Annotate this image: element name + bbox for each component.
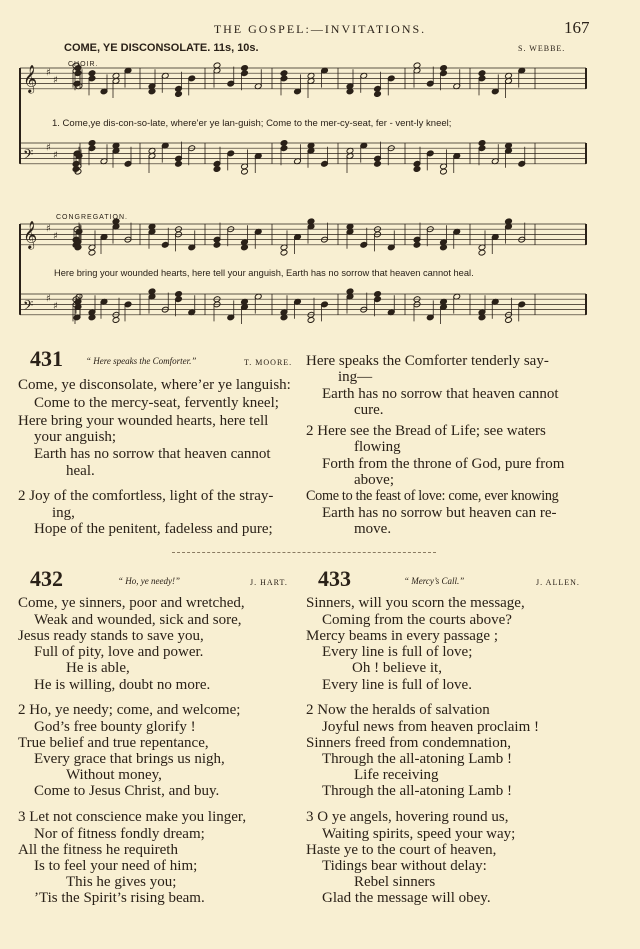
verse-line: Here speaks the Comforter tenderly say- bbox=[306, 353, 549, 369]
verse-line: 2 Ho, ye needy; come, and welcome; bbox=[18, 702, 241, 718]
verse-line: All the fitness he requireth bbox=[18, 842, 178, 858]
verse-line: ing, bbox=[52, 505, 75, 521]
verse-line: Come, ye sinners, poor and wretched, bbox=[18, 595, 245, 611]
sharp-icon: ♯ bbox=[46, 142, 51, 154]
verse-line: Come to the mercy-seat, fervently kneel; bbox=[34, 395, 279, 411]
verse-line: Joyful news from heaven proclaim ! bbox=[322, 719, 540, 735]
verse-line: Rebel sinners bbox=[354, 874, 436, 890]
hymn-number: 432 bbox=[30, 566, 63, 591]
verse-line: True belief and true repentance, bbox=[18, 735, 209, 751]
note-head bbox=[413, 241, 421, 248]
verse-line: Come to the feast of love: come, ever knowing bbox=[306, 488, 559, 504]
verse-line: flowing bbox=[354, 439, 401, 455]
note-head bbox=[88, 140, 96, 147]
verse-line: Tidings bear without delay: bbox=[322, 858, 487, 874]
verse-line: Through the all-atoning Lamb ! bbox=[322, 783, 512, 799]
verse-line: Life receiving bbox=[354, 767, 439, 783]
verse-line: heal. bbox=[66, 463, 95, 479]
verse-line: Oh ! believe it, bbox=[352, 660, 442, 676]
choir-lyric: 1. Come,ye dis-con-so-late, where'er ye lan-guish; Come to the mer-cy-seat, fer - vent-ly kneel; bbox=[52, 118, 452, 129]
verse-line: cure. bbox=[354, 402, 384, 418]
verse-line: Every line is full of love. bbox=[322, 677, 472, 693]
verse-line: move. bbox=[354, 521, 392, 537]
verse-line: Mercy beams in every passage ; bbox=[306, 628, 499, 644]
sharp-icon: ♯ bbox=[53, 150, 58, 162]
note-head bbox=[440, 168, 448, 175]
verse-line: 3 Let not conscience make you linger, bbox=[18, 809, 247, 825]
verse-line: God’s free bounty glorify ! bbox=[34, 719, 196, 735]
note-head bbox=[112, 317, 120, 324]
note-head bbox=[505, 317, 513, 324]
treble-clef-icon: 𝄞 bbox=[23, 220, 38, 249]
verse-line: Glad the message will obey. bbox=[322, 890, 491, 906]
hymn-number: 431 bbox=[30, 346, 63, 371]
sharp-icon: ♯ bbox=[53, 231, 58, 243]
note-head bbox=[413, 166, 421, 173]
section-divider bbox=[172, 552, 436, 553]
note-head bbox=[88, 70, 96, 77]
note-head bbox=[175, 291, 183, 298]
running-header: THE GOSPEL:—INVITATIONS. bbox=[213, 22, 427, 36]
verse-line: Forth from the throne of God, pure from bbox=[322, 456, 565, 472]
note-head bbox=[175, 91, 183, 98]
verse-line: Earth has no sorrow but heaven can re- bbox=[322, 505, 557, 521]
verse-line: Every grace that brings us nigh, bbox=[34, 751, 225, 767]
verse-line: Earth has no sorrow that heaven cannot bbox=[34, 446, 271, 462]
verse-line: Without money, bbox=[66, 767, 162, 783]
verse-line: above; bbox=[354, 472, 394, 488]
note-head bbox=[478, 249, 486, 256]
note-head bbox=[213, 241, 221, 248]
bass-clef-icon: 𝄢 bbox=[23, 297, 34, 317]
verse-line: Haste ye to the court of heaven, bbox=[306, 842, 497, 858]
note-head bbox=[175, 160, 183, 167]
sheet-music bbox=[0, 0, 640, 345]
sharp-icon: ♯ bbox=[53, 301, 58, 313]
verse-line: He is willing, doubt no more. bbox=[34, 677, 211, 693]
note-head bbox=[213, 166, 221, 173]
note-head bbox=[280, 140, 288, 147]
verse-line: Come to Jesus Christ, and buy. bbox=[34, 783, 220, 799]
hymn-author: J. ALLEN. bbox=[536, 578, 580, 587]
congregation-label: CONGREGATION. bbox=[56, 214, 128, 221]
verse-line: ing— bbox=[338, 369, 373, 385]
verse-line: 2 Now the heralds of salvation bbox=[306, 702, 490, 718]
bass-clef-icon: 𝄢 bbox=[23, 146, 34, 166]
verse-line: Coming from the courts above? bbox=[322, 612, 512, 628]
note-head bbox=[280, 249, 288, 256]
verse-line: Every line is full of love; bbox=[322, 644, 473, 660]
verse-line: your anguish; bbox=[34, 429, 117, 445]
treble-clef-icon: 𝄞 bbox=[23, 64, 38, 93]
verse-line: Sinners, will you scorn the message, bbox=[306, 595, 525, 611]
note-head bbox=[478, 70, 486, 77]
verse-line: Through the all-atoning Lamb ! bbox=[322, 751, 512, 767]
verse-line: Here bring your wounded hearts, here tell bbox=[18, 413, 269, 429]
verse-line: Waiting spirits, speed your way; bbox=[322, 826, 516, 842]
note-head bbox=[478, 140, 486, 147]
verse-line: He is able, bbox=[66, 660, 130, 676]
verse-line: Sinners freed from condemnation, bbox=[306, 735, 511, 751]
hymn-subtitle: “ Mercy’s Call.” bbox=[404, 576, 465, 586]
note-head bbox=[241, 65, 249, 72]
note-head bbox=[241, 168, 249, 175]
sharp-icon: ♯ bbox=[46, 67, 51, 79]
verse-line: Is to feel your need of him; bbox=[34, 858, 198, 874]
verse-line: Jesus ready stands to save you, bbox=[18, 628, 204, 644]
verse-line: Earth has no sorrow that heaven cannot bbox=[322, 386, 559, 402]
note-head bbox=[280, 70, 288, 77]
verse-line: Come, ye disconsolate, where’er ye languish: bbox=[18, 377, 291, 393]
verse-line: 2 Joy of the comfortless, light of the stray- bbox=[18, 488, 274, 504]
choir-label: CHOIR. bbox=[68, 61, 99, 68]
verse-line: Full of pity, love and power. bbox=[34, 644, 204, 660]
hymn-subtitle: “ Here speaks the Comforter.” bbox=[86, 356, 197, 366]
congregation-lyric: Here bring your wounded hearts, here tell your anguish, Earth has no sorrow that heaven cannot heal. bbox=[54, 268, 474, 278]
hymn-number: 433 bbox=[318, 566, 351, 591]
hymn-subtitle: “ Ho, ye needy!” bbox=[118, 576, 180, 586]
note-head bbox=[440, 65, 448, 72]
note-head bbox=[88, 249, 96, 256]
tune-title: COME, YE DISCONSOLATE. 11s, 10s. bbox=[64, 42, 259, 54]
hymn-author: T. MOORE. bbox=[244, 358, 293, 367]
sharp-icon: ♯ bbox=[53, 75, 58, 87]
verse-line: Hope of the penitent, fadeless and pure; bbox=[34, 521, 273, 537]
verse-line: This he gives you; bbox=[66, 874, 177, 890]
note-head bbox=[374, 291, 382, 298]
verse-line: 2 Here see the Bread of Life; see waters bbox=[306, 423, 546, 439]
hymn-author: J. HART. bbox=[250, 578, 288, 587]
sharp-icon: ♯ bbox=[46, 293, 51, 305]
note-head bbox=[374, 160, 382, 167]
sharp-icon: ♯ bbox=[46, 223, 51, 235]
note-head bbox=[307, 317, 315, 324]
page-number: 167 bbox=[564, 18, 590, 37]
verse-line: Nor of fitness fondly dream; bbox=[34, 826, 205, 842]
verse-line: Weak and wounded, sick and sore, bbox=[34, 612, 242, 628]
verse-line: ’Tis the Spirit’s rising beam. bbox=[34, 890, 205, 906]
tune-composer: S. WEBBE. bbox=[518, 44, 566, 53]
verse-line: 3 O ye angels, hovering round us, bbox=[306, 809, 509, 825]
note-head bbox=[374, 91, 382, 98]
